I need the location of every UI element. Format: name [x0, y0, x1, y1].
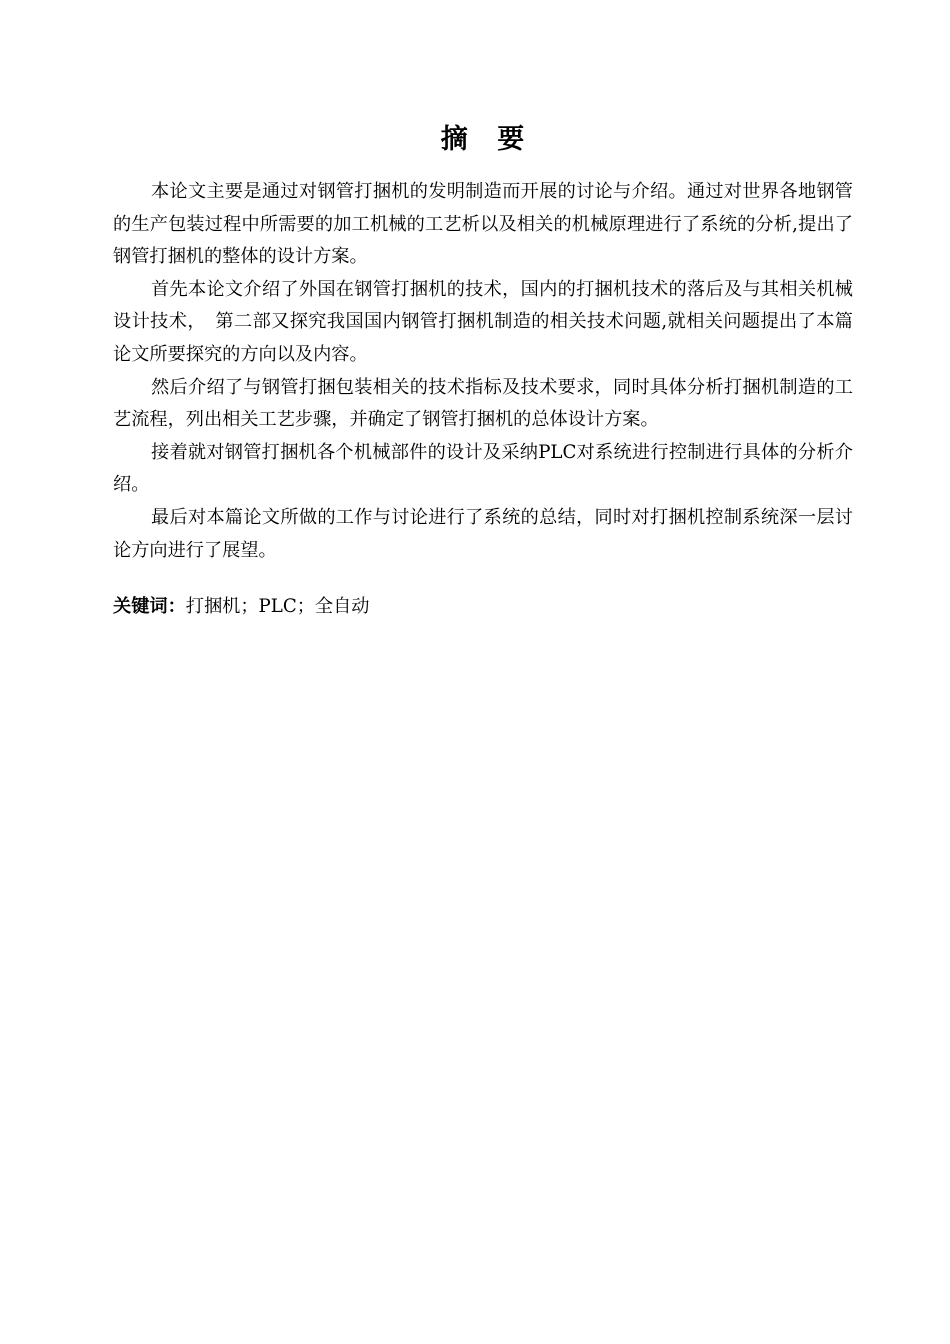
abstract-paragraph-1: 本论文主要是通过对钢管打捆机的发明制造而开展的讨论与介绍。通过对世界各地钢管的生产包装过程中所需要的加工机械的工艺析以及相关的机械原理进行了系统的分析,提出了钢管打捆机的整体的设计方案。	[113, 181, 853, 268]
abstract-paragraph-5: 最后对本篇论文所做的工作与讨论进行了系统的总结，同时对打捆机控制系统深一层讨论方向进行了展望。	[113, 506, 853, 561]
keywords-line	[113, 591, 853, 623]
keywords-label: 关键词：	[113, 596, 186, 617]
abstract-paragraph-3: 然后介绍了与钢管打捆包装相关的技术指标及技术要求，同时具体分析打捆机制造的工艺流程，列出相关工艺步骤，并确定了钢管打捆机的总体设计方案。	[113, 376, 853, 431]
abstract-paragraph-2: 首先本论文介绍了外国在钢管打捆机的技术，国内的打捆机技术的落后及与其相关机械设计技术， 第二部又探究我国国内钢管打捆机制造的相关技术问题,就相关问题提出了本篇论文所要探究的方向以及内容。	[113, 278, 853, 365]
abstract-title: 摘 要	[440, 124, 535, 155]
abstract-body	[113, 176, 853, 567]
abstract-paragraph-4: 接着就对钢管打捆机各个机械部件的设计及采纳PLC对系统进行控制进行具体的分析介绍。	[113, 441, 853, 496]
keywords-text: 打捆机；PLC；全自动	[185, 596, 370, 617]
